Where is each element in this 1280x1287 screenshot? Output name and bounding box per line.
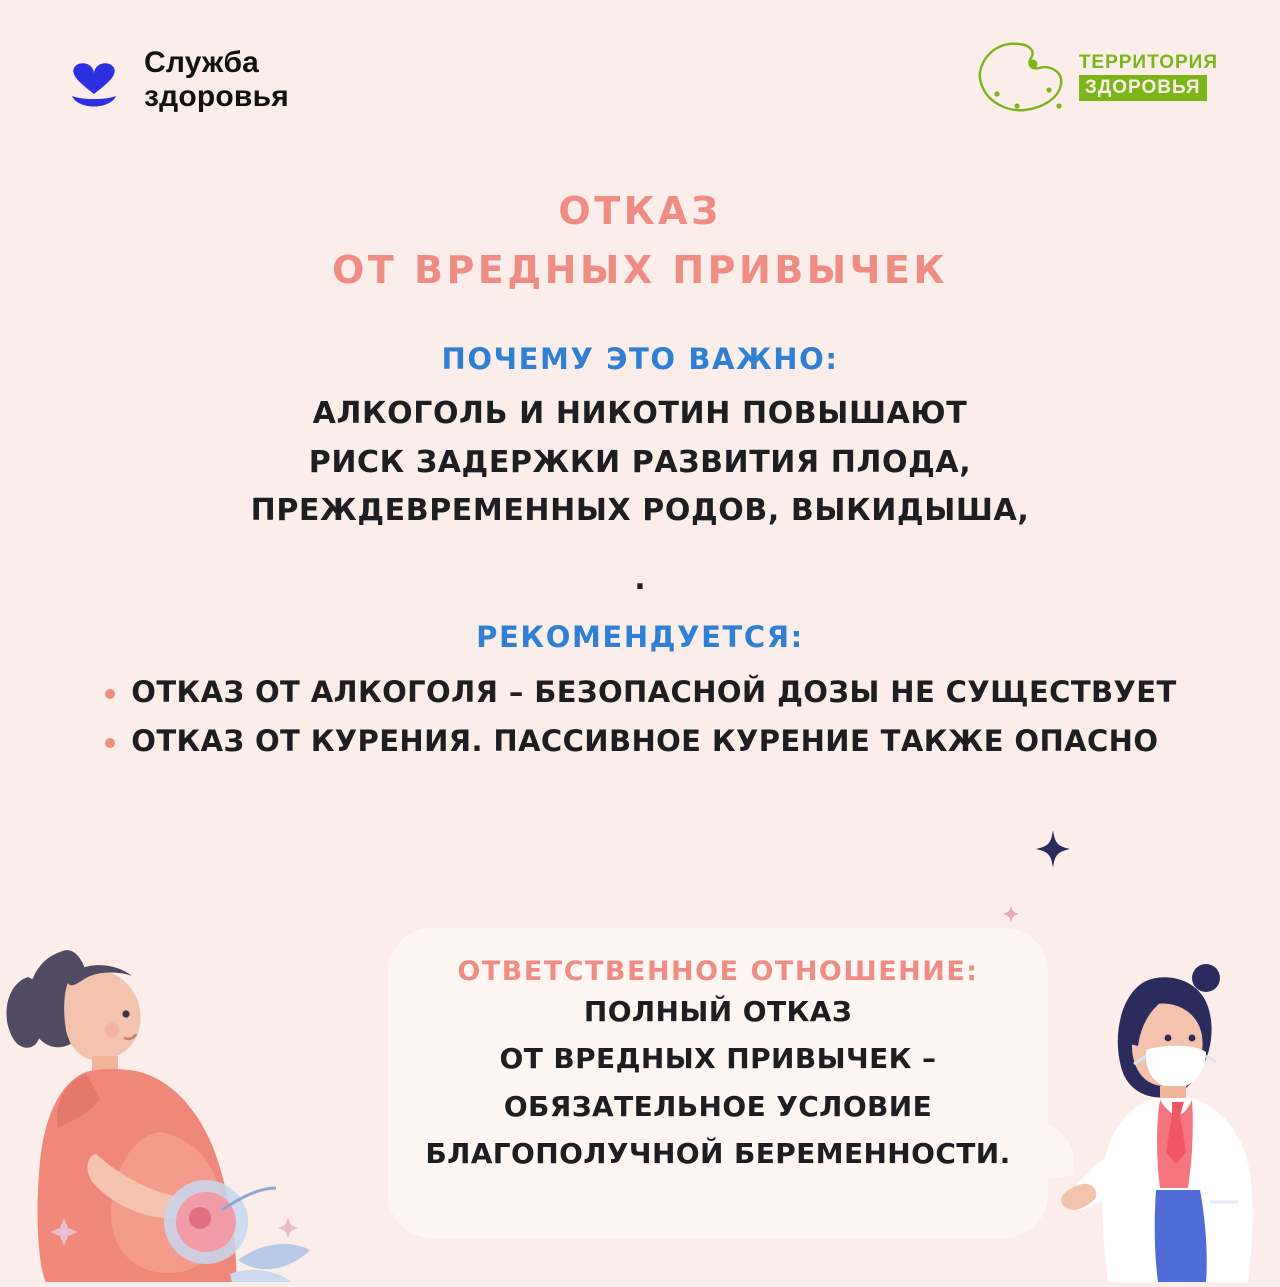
- brand-name-line2: здоровья: [144, 79, 289, 113]
- recommendations-section: [0, 620, 1280, 765]
- why-important-body: [0, 390, 1280, 536]
- brand-logo-block: [62, 46, 289, 113]
- page-title-line1: ОТКАЗ: [558, 189, 722, 233]
- list-item: ОТКАЗ ОТ КУРЕНИЯ. ПАССИВНОЕ КУРЕНИЕ ТАКЖЕ ОПАСНО: [103, 717, 1176, 766]
- heart-smile-icon: [62, 48, 126, 112]
- speech-bubble-line: ОБЯЗАТЕЛЬНОЕ УСЛОВИЕ: [503, 1089, 933, 1123]
- territory-name-line2: ЗДОРОВЬЯ: [1079, 75, 1207, 102]
- speech-bubble-content: [388, 928, 1048, 1176]
- why-important-line: АЛКОГОЛЬ И НИКОТИН ПОВЫШАЮТ: [312, 396, 968, 431]
- speech-bubble-heading: ОТВЕТСТВЕННОЕ ОТНОШЕНИЕ:: [457, 956, 979, 987]
- speech-bubble: [388, 928, 1048, 1238]
- page-title-line2: ОТ ВРЕДНЫХ ПРИВЫЧЕК: [332, 247, 948, 292]
- small-star-icon: [1003, 905, 1019, 923]
- speech-bubble-line: БЛАГОПОЛУЧНОЙ БЕРЕМЕННОСТИ.: [425, 1137, 1011, 1171]
- recommendations-list: [103, 668, 1176, 765]
- territory-name: [1079, 51, 1218, 102]
- doctor-with-mask-illustration: [1060, 952, 1280, 1282]
- four-point-star-icon: [1036, 830, 1070, 868]
- territory-name-line1: ТЕРРИТОРИЯ: [1078, 51, 1218, 73]
- list-item: ОТКАЗ ОТ АЛКОГОЛЯ – БЕЗОПАСНОЙ ДОЗЫ НЕ СУЩЕСТВУЕТ: [103, 668, 1176, 717]
- speech-bubble-line: ПОЛНЫЙ ОТКАЗ: [583, 995, 853, 1028]
- why-important-line: ПРЕЖДЕВРЕМЕННЫХ РОДОВ, ВЫКИДЫША,: [250, 493, 1030, 529]
- why-important-line: РИСК ЗАДЕРЖКИ РАЗВИТИЯ ПЛОДА,: [308, 444, 972, 480]
- header: [0, 0, 1280, 150]
- pregnant-woman-illustration: [0, 922, 350, 1282]
- speech-bubble-line: ОТ ВРЕДНЫХ ПРИВЫЧЕК –: [499, 1042, 937, 1076]
- page-title: [0, 182, 1280, 300]
- brand-name: [144, 46, 289, 113]
- territory-logo-block: [973, 28, 1218, 124]
- brand-name-line1: Служба: [144, 46, 260, 79]
- why-important-heading: ПОЧЕМУ ЭТО ВАЖНО:: [441, 342, 839, 376]
- text-separator: .: [634, 562, 646, 597]
- recommendations-heading: РЕКОМЕНДУЕТСЯ:: [476, 620, 804, 654]
- why-important-section: [0, 342, 1280, 536]
- region-map-outline-icon: [973, 28, 1069, 124]
